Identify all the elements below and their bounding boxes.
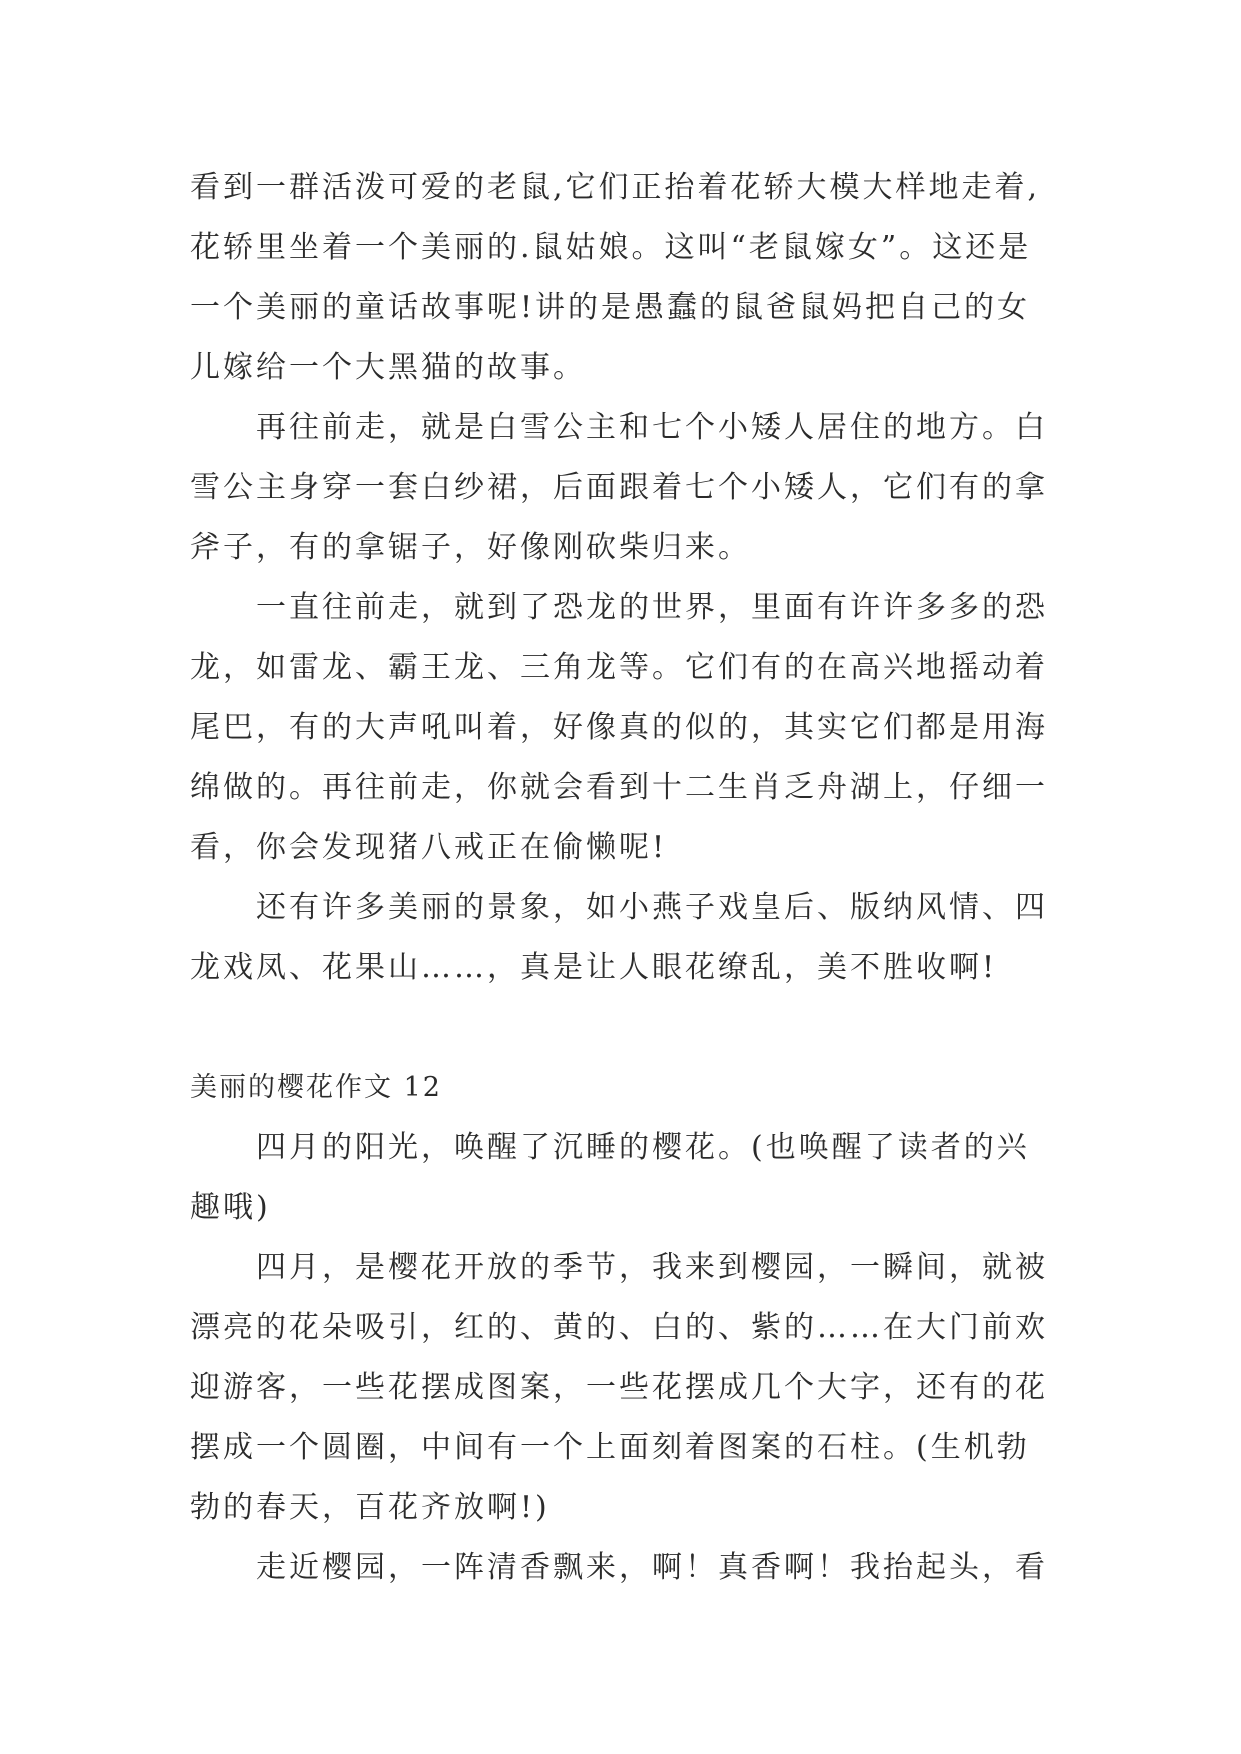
section-gap — [190, 998, 1090, 1058]
text-line: 四月，是樱花开放的季节，我来到樱园，一瞬间，就被 — [256, 1250, 1048, 1285]
text-line: 迎游客，一些花摆成图案，一些花摆成几个大字，还有的花 — [190, 1370, 1048, 1405]
document-body — [190, 158, 1090, 1598]
text-line: 还有许多美丽的景象，如小燕子戏皇后、版纳风情、四 — [256, 890, 1048, 925]
text-line: 一个美丽的童话故事呢!讲的是愚蠢的鼠爸鼠妈把自己的女 — [190, 290, 1031, 325]
text-line: 雪公主身穿一套白纱裙，后面跟着七个小矮人，它们有的拿 — [190, 470, 1048, 505]
text-line: 看到一群活泼可爱的老鼠,它们正抬着花轿大模大样地走着, — [190, 170, 1041, 205]
text-line: 龙，如雷龙、霸王龙、三角龙等。它们有的在高兴地摇动着 — [190, 650, 1048, 685]
text-line: 一直往前走，就到了恐龙的世界，里面有许许多多的恐 — [256, 590, 1048, 625]
section-title: 美丽的樱花作文 12 — [190, 1072, 442, 1103]
text-line: 勃的春天，百花齐放啊!) — [190, 1490, 550, 1525]
text-line: 再往前走，就是白雪公主和七个小矮人居住的地方。白 — [256, 410, 1048, 445]
text-line: 花轿里坐着一个美丽的.鼠姑娘。这叫“老鼠嫁女”。这还是 — [190, 230, 1032, 265]
text-line: 龙戏凤、花果山……，真是让人眼花缭乱，美不胜收啊! — [190, 950, 998, 985]
text-line: 走近樱园，一阵清香飘来，啊！真香啊！我抬起头，看 — [256, 1550, 1048, 1585]
text-line: 趣哦) — [190, 1190, 271, 1225]
text-line: 尾巴，有的大声吼叫着，好像真的似的，其实它们都是用海 — [190, 710, 1048, 745]
text-line: 看，你会发现猪八戒正在偷懒呢! — [190, 830, 668, 865]
text-line: 摆成一个圆圈，中间有一个上面刻着图案的石柱。(生机勃 — [190, 1430, 1030, 1465]
text-line: 斧子，有的拿锯子，好像刚砍柴归来。 — [190, 530, 751, 565]
text-line: 漂亮的花朵吸引，红的、黄的、白的、紫的……在大门前欢 — [190, 1310, 1048, 1345]
text-line: 绵做的。再往前走，你就会看到十二生肖乏舟湖上，仔细一 — [190, 770, 1048, 805]
text-line: 四月的阳光，唤醒了沉睡的樱花。(也唤醒了读者的兴 — [256, 1130, 1030, 1165]
text-line: 儿嫁给一个大黑猫的故事。 — [190, 350, 586, 385]
